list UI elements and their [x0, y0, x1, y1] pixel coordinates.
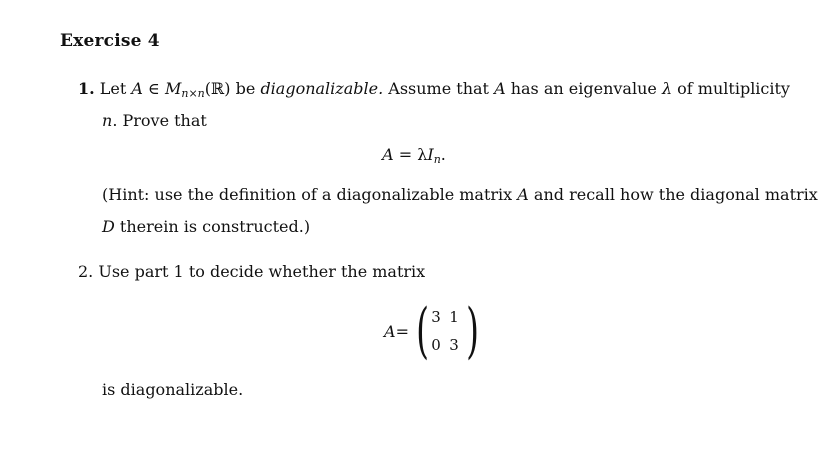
item1-text-prove: . Prove that: [112, 111, 207, 130]
item1-in-symbol: ∈: [142, 79, 165, 98]
item1-diagonalizable: diagonalizable.: [260, 79, 384, 98]
eq-identity: I: [427, 145, 434, 164]
right-paren: ): [466, 296, 480, 366]
matrix-equation: [384, 296, 480, 366]
item2-closing: is diagonalizable.: [102, 380, 244, 399]
exercise-heading: Exercise 4: [60, 31, 160, 51]
item1-var-a-2: A: [494, 79, 506, 98]
matrix-grid: [427, 303, 463, 359]
item1-text-assume: Assume that: [383, 79, 495, 98]
matrix-equals: =: [395, 321, 409, 341]
item1-text-let: Let: [99, 79, 132, 98]
item1-text-multiplicity: of multiplicity: [672, 79, 790, 98]
hint-var-d: D: [102, 217, 115, 236]
item1-text-eigenvalue: has an eigenvalue: [505, 79, 662, 98]
eq-mid: = λ: [393, 145, 428, 164]
item2-number: 2.: [78, 262, 94, 281]
item1-reals: (ℝ): [204, 79, 231, 98]
hint-line1: [102, 185, 818, 204]
matrix-cell: 0: [431, 336, 441, 354]
item1-var-n: n: [102, 111, 113, 130]
hint-text-2: and recall how the diagonal matrix: [528, 185, 818, 204]
matrix-cell: 3: [431, 308, 441, 326]
eq-subscript: n: [433, 153, 441, 166]
eq-lhs: A: [382, 145, 394, 164]
item1-line2: [102, 111, 207, 130]
item1-text-be: be: [230, 79, 261, 98]
hint-var-a: A: [517, 185, 529, 204]
item1-m-subscript: n×n: [181, 87, 205, 100]
matrix-lhs: A: [384, 321, 396, 341]
item1-var-a: A: [131, 79, 143, 98]
item1-lambda: λ: [661, 79, 673, 98]
left-paren: (: [416, 296, 430, 366]
item2-line: [78, 262, 425, 281]
hint-text-3: therein is constructed.): [114, 217, 311, 236]
hint-text-1: (Hint: use the definition of a diagonalizable matrix: [102, 185, 518, 204]
hint-line2: [102, 217, 310, 236]
equation-lambda-identity: [0, 145, 828, 166]
item1-var-m: M: [164, 79, 182, 98]
item2-text: Use part 1 to decide whether the matrix: [98, 262, 426, 281]
matrix-cell: 1: [449, 308, 459, 326]
matrix-cell: 3: [449, 336, 459, 354]
eq-period: .: [440, 145, 446, 164]
item1-number: 1.: [78, 79, 95, 98]
item1-line1: [78, 79, 790, 100]
